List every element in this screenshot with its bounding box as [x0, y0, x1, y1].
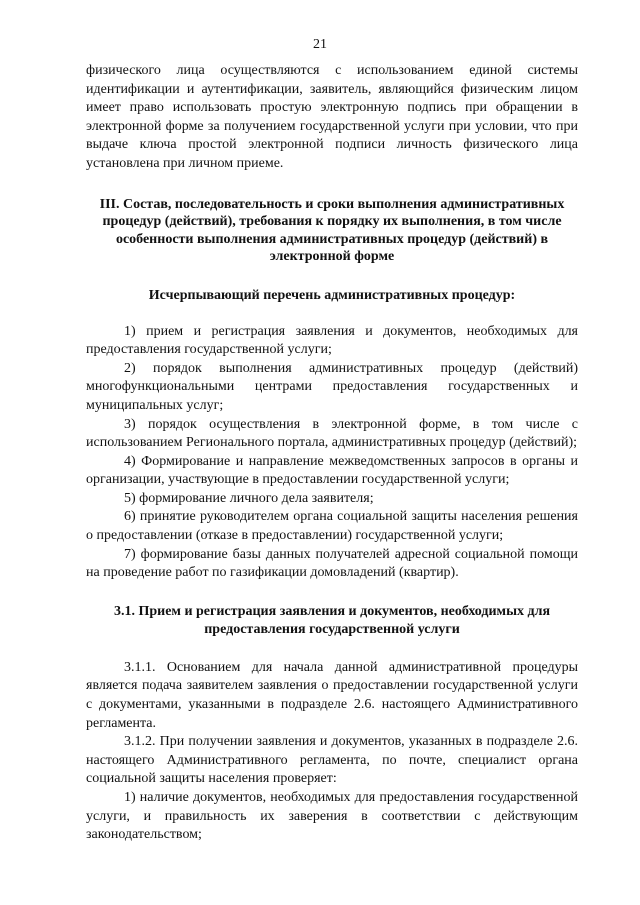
clauses [86, 659, 578, 845]
page-number: 21 [313, 37, 327, 52]
procedure-item: 7) формирование базы данных получателей адресной социальной помощи на проведение работ по газификации домовладений (квартир). [86, 546, 578, 581]
clause-3-1-2: 3.1.2. При получении заявления и документов, указанных в подразделе 2.6. настоящего Административного регламента, по почте, специалист органа социальной защиты населения проверяет: [86, 734, 578, 787]
procedure-item: 1) прием и регистрация заявления и документов, необходимых для предоставления государственной услуги; [86, 323, 578, 358]
page-content [86, 62, 578, 845]
procedures-list [86, 323, 578, 583]
procedure-item: 3) порядок осуществления в электронной форме, в том числе с использованием Регионального портала, административных процедур (действий); [86, 416, 578, 451]
intro-paragraph: физического лица осуществляются с использованием единой системы идентификации и аутентификации, заявитель, являющийся физическим лицом имеет право использовать простую электронную подпись при обращении в электронной форме за получением государственной услуги при условии, что при выдаче ключа простой электронной подписи личность физического лица установлена при личном приеме. [86, 63, 578, 171]
procedure-item: 2) порядок выполнения административных процедур (действий) многофункциональными центрами предоставления государственных и муниципальных услуг; [86, 360, 578, 413]
subsection-heading: 3.1. Прием и регистрация заявления и документов, необходимых для предоставления государственной услуги [113, 603, 551, 637]
clause-3-1-1: 3.1.1. Основанием для начала данной административной процедуры является подача заявителем заявления о предоставлении государственной услуги с документами, указанными в подразделе 2.6. настоящего Административного регламента. [86, 659, 578, 731]
procedures-list-heading: Исчерпывающий перечень административных процедур: [148, 287, 516, 303]
section-heading: III. Состав, последовательность и сроки выполнения административных процедур (действий), требования к порядку их выполнения, в том числе особенности выполнения административных процедур (действий) в электронной форме [99, 196, 565, 265]
procedure-item: 5) формирование личного дела заявителя; [124, 490, 374, 506]
clause-3-1-2-item-1: 1) наличие документов, необходимых для предоставления государственной услуги, и правильность их заверения в соответствии с действующим законодательством; [86, 790, 578, 843]
procedure-item: 4) Формирование и направление межведомственных запросов в органы и организации, участвующие в предоставлении государственной услуги; [86, 453, 578, 488]
procedure-item: 6) принятие руководителем органа социальной защиты населения решения о предоставлении (отказе в предоставлении) государственной услуги; [86, 509, 578, 544]
